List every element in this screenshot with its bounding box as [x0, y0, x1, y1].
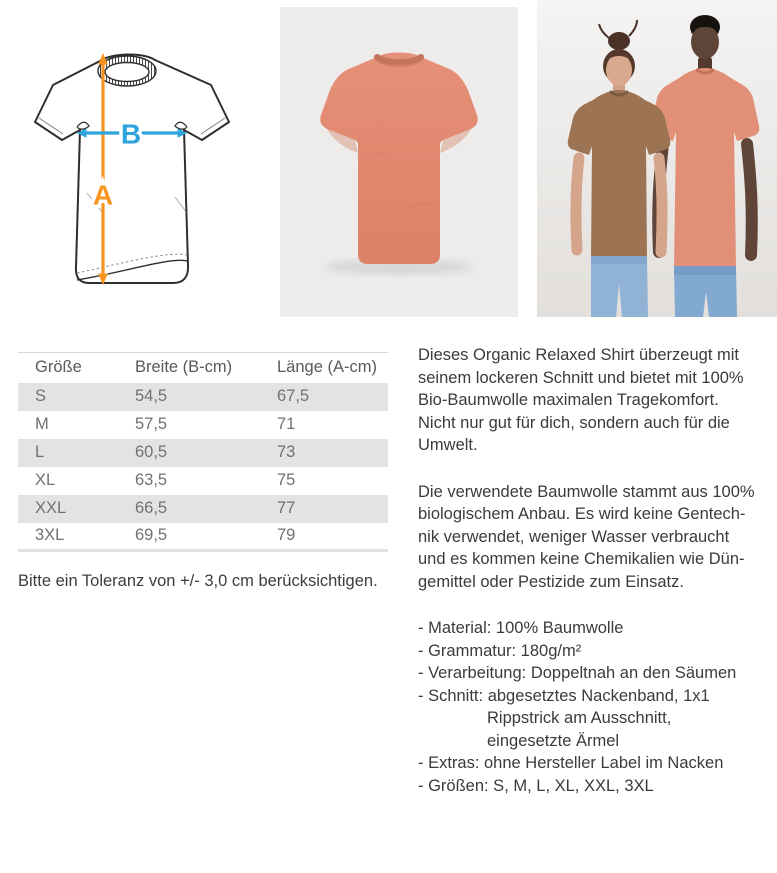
- column-header-width: Breite (B-cm): [135, 358, 233, 377]
- models-photo: [537, 0, 777, 317]
- description-paragraph-2: [418, 481, 776, 594]
- cell-length: 75: [277, 471, 296, 489]
- table-row: [18, 523, 388, 551]
- spec-item: - Extras: ohne Hersteller Label im Nacken: [418, 754, 724, 772]
- tshirt-outline: [35, 54, 229, 283]
- tolerance-note: Bitte ein Toleranz von +/- 3,0 cm berücksichtigen.: [18, 572, 378, 590]
- table-row: [18, 467, 388, 495]
- description-line: gemittel oder Pestizide zum Einsatz.: [418, 572, 684, 591]
- spec-item: - Schnitt: abgesetztes Nackenband, 1x1: [418, 686, 710, 705]
- size-table-header-row: [18, 353, 388, 383]
- description-line: seinem lockeren Schnitt und bietet mit 100%: [418, 368, 744, 387]
- description-line: und es kommen keine Chemikalien wie Dün-: [418, 550, 745, 568]
- spec-item: - Grammatur: 180g/m²: [418, 641, 582, 660]
- description-line: Bio-Baumwolle maximalen Tragekomfort.: [418, 391, 719, 409]
- cell-width: 60,5: [135, 443, 168, 461]
- cell-width: 63,5: [135, 471, 168, 489]
- cell-width: 66,5: [135, 499, 168, 517]
- cell-length: 77: [277, 499, 296, 517]
- table-row: [18, 383, 388, 411]
- description-paragraph-1: [418, 344, 776, 457]
- cell-length: 79: [277, 526, 296, 545]
- description-line: Die verwendete Baumwolle stammt aus 100%: [418, 482, 755, 501]
- width-label: B: [120, 118, 142, 150]
- spec-item: - Material: 100% Baumwolle: [418, 619, 624, 637]
- cell-size: 3XL: [35, 526, 65, 545]
- description-line: nik verwendet, weniger Wasser verbraucht: [418, 527, 730, 546]
- cell-size: L: [35, 443, 45, 461]
- cell-size: XXL: [35, 499, 67, 517]
- table-row: [18, 495, 388, 523]
- description-line: Umwelt.: [418, 436, 478, 454]
- spec-item-continuation: Rippstrick am Ausschnitt,: [487, 709, 672, 727]
- models-image: [537, 0, 777, 317]
- description-line: biologischem Anbau. Es wird keine Gentech-: [418, 505, 746, 523]
- flat-shirt-image: [280, 7, 518, 317]
- product-photo: [280, 7, 518, 317]
- spec-list: [418, 617, 776, 797]
- cell-size: XL: [35, 471, 56, 489]
- description-line: Dieses Organic Relaxed Shirt überzeugt mit: [418, 346, 739, 364]
- size-table: [18, 352, 388, 552]
- table-row: [18, 411, 388, 439]
- size-diagram: [15, 45, 235, 295]
- size-diagram-drawing: [15, 45, 235, 295]
- cell-length: 71: [277, 415, 296, 433]
- cell-size: S: [35, 387, 47, 405]
- spec-item-continuation: eingesetzte Ärmel: [487, 731, 620, 750]
- description-line: Nicht nur gut für dich, sondern auch für die: [418, 413, 730, 432]
- cell-size: M: [35, 415, 49, 433]
- spec-item: - Verarbeitung: Doppeltnah an den Säumen: [418, 664, 737, 682]
- cell-width: 57,5: [135, 415, 168, 433]
- table-row: [18, 439, 388, 467]
- cell-length: 73: [277, 443, 296, 461]
- cell-width: 54,5: [135, 387, 168, 405]
- product-description: [418, 344, 776, 797]
- cell-length: 67,5: [277, 387, 310, 405]
- column-header-length: Länge (A-cm): [277, 358, 377, 377]
- length-label: A: [92, 179, 114, 211]
- spec-item: - Größen: S, M, L, XL, XXL, 3XL: [418, 776, 654, 795]
- column-header-size: Größe: [35, 358, 82, 377]
- cell-width: 69,5: [135, 526, 168, 545]
